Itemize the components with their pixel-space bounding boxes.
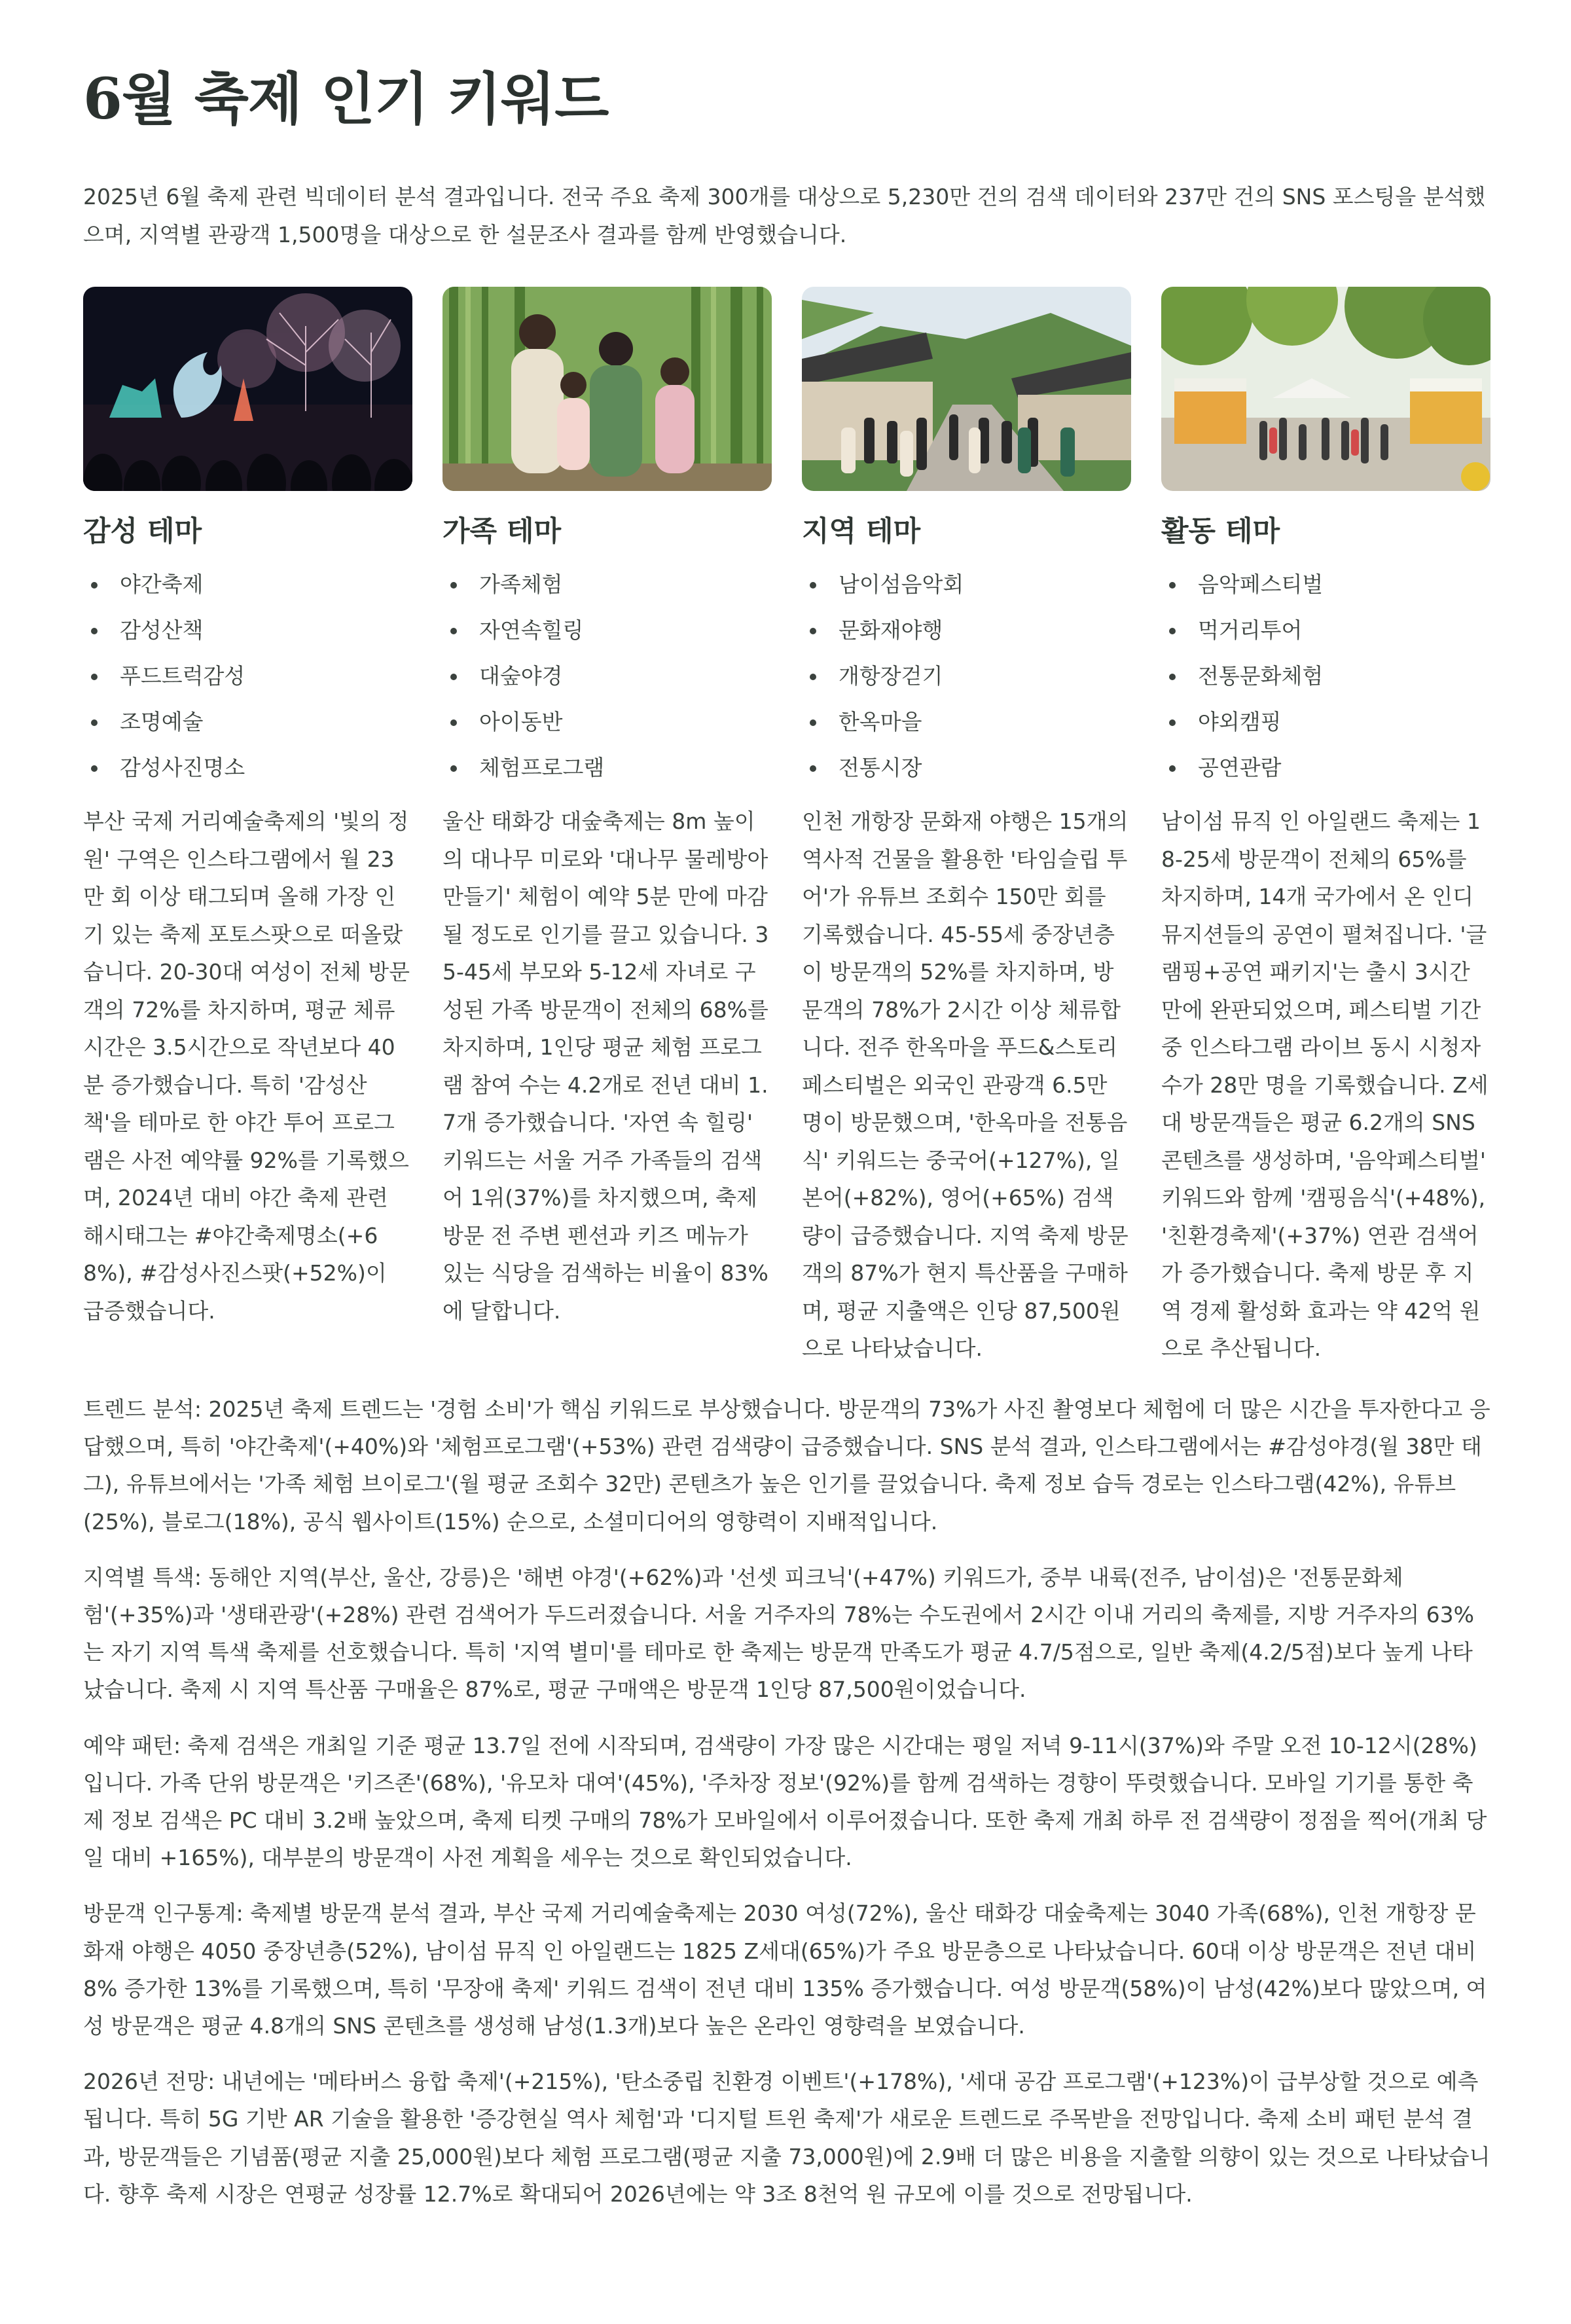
theme-column-emotional — [83, 287, 412, 1324]
keyword-item: 전통시장 — [802, 745, 1131, 791]
theme-column-family — [442, 287, 772, 1324]
column-body: 부산 국제 거리예술축제의 '빛의 정원' 구역은 인스타그램에서 월 23만 회 이상 태그되며 올해 가장 인기 있는 축제 포토스팟으로 떠올랐습니다. 20-30대 여성이 전체 방문객의 72%를 차지하며, 평균 체류 시간은 3.5시간으로 작년보다 40분 증가했습니다. 특히 '감성산책'을 테마로 한 야간 투어 프로그램은 사전 예약률 92%를 기록했으며, 2024년 대비 야간 축제 관련 해시태그는 #야간축제명소(+68%), #감성사진스팟(+52%)이 급증했습니다. — [83, 808, 410, 1324]
bamboo-family-photo — [442, 287, 772, 491]
demographics-paragraph: 방문객 인구통계: 축제별 방문객 분석 결과, 부산 국제 거리예술축제는 2030 여성(72%), 울산 태화강 대숲축제는 3040 가족(68%), 인천 개항장 문화재 야행은 4050 중장년층(52%), 남이섬 뮤직 인 아일랜드는 1825 Z세대(65%)가 주요 방문층으로 나타났습니다. 60대 이상 방문객은 전년 대비 8% 증가한 13%를 기록했으며, 특히 '무장애 축제' 키워드 검색이 전년 대비 135% 증가했습니다. 여성 방문객(58%)이 남성(42%)보다 많았으며, 여성 방문객은 평균 4.8개의 SNS 콘텐츠를 생성해 남성(1.3개)보다 높은 온라인 영향력을 보였습니다. — [83, 1900, 1487, 2039]
column-heading: 활동 테마 — [1161, 515, 1280, 548]
keyword-list — [442, 562, 772, 791]
trend-analysis-paragraph: 트렌드 분석: 2025년 축제 트렌드는 '경험 소비'가 핵심 키워드로 부상했습니다. 방문객의 73%가 사진 촬영보다 체험에 더 많은 시간을 투자한다고 응답했으며, 특히 '야간축제'(+40%)와 '체험프로그램'(+53%) 관련 검색량이 급증했습니다. SNS 분석 결과, 인스타그램에서는 #감성야경(월 38만 태그), 유튜브에서는 '가족 체험 브이로그'(월 평균 조회수 32만) 콘텐츠가 높은 인기를 끌었습니다. 축제 정보 습득 경로는 인스타그램(42%), 유튜브(25%), 블로그(18%), 공식 웹사이트(15%) 순으로, 소셜미디어의 영향력이 지배적입니다. — [83, 1396, 1490, 1534]
column-body: 남이섬 뮤직 인 아일랜드 축제는 18-25세 방문객이 전체의 65%를 차지하며, 14개 국가에서 온 인디 뮤지션들의 공연이 펼쳐집니다. '글램핑+공연 패키지'는 출시 3시간 만에 완판되었으며, 페스티벌 기간 중 인스타그램 라이브 동시 시청자수가 28만 명을 기록했습니다. Z세대 방문객들은 평균 6.2개의 SNS 콘텐츠를 생성하며, '음악페스티벌' 키워드와 함께 '캠핑음식'(+48%), '친환경축제'(+37%) 연관 검색어가 증가했습니다. 축제 방문 후 지역 경제 활성화 효과는 약 42억 원으로 추산됩니다. — [1161, 808, 1489, 1361]
keyword-item: 한옥마을 — [802, 699, 1131, 745]
column-heading: 지역 테마 — [802, 515, 921, 548]
regional-features-paragraph: 지역별 특색: 동해안 지역(부산, 울산, 강릉)은 '해변 야경'(+62%)과 '선셋 피크닉'(+47%) 키워드가, 중부 내륙(전주, 남이섬)은 '전통문화체험'(+35%)과 '생태관광'(+28%) 관련 검색어가 두드러졌습니다. 서울 거주자의 78%는 수도권에서 2시간 이내 거리의 축제를, 지방 거주자의 63%는 자기 지역 특색 축제를 선호했습니다. 특히 '지역 별미'를 테마로 한 축제는 방문객 만족도가 평균 4.7/5점으로, 일반 축제(4.2/5점)보다 높게 나타났습니다. 축제 시 지역 특산품 구매율은 87%로, 평균 구매액은 방문객 1인당 87,500원이었습니다. — [83, 1564, 1474, 1703]
keyword-item: 감성사진명소 — [83, 745, 412, 791]
hanok-street-photo — [802, 287, 1131, 491]
intro-paragraph: 2025년 6월 축제 관련 빅데이터 분석 결과입니다. 전국 주요 축제 300개를 대상으로 5,230만 건의 검색 데이터와 237만 건의 SNS 포스팅을 분석했으며, 지역별 관광객 1,500명을 대상으로 한 설문조사 결과를 함께 반영했습니다. — [83, 184, 1486, 247]
keyword-item: 먹거리투어 — [1161, 608, 1490, 653]
outlook-paragraph: 2026년 전망: 내년에는 '메타버스 융합 축제'(+215%), '탄소중립 친환경 이벤트'(+178%), '세대 공감 프로그램'(+123%)이 급부상할 것으로 예측됩니다. 특히 5G 기반 AR 기술을 활용한 '증강현실 역사 체험'과 '디지털 트윈 축제'가 새로운 트렌드로 주목받을 전망입니다. 축제 소비 패턴 분석 결과, 방문객들은 기념품(평균 지출 25,000원)보다 체험 프로그램(평균 지출 73,000원)에 2.9배 더 많은 비용을 지출할 의향이 있는 것으로 나타났습니다. 향후 축제 시장은 연평균 성장률 12.7%로 확대되어 2026년에는 약 3조 8천억 원 규모에 이를 것으로 전망됩니다. — [83, 2069, 1490, 2207]
keyword-item: 공연관람 — [1161, 745, 1490, 791]
night-festival-photo — [83, 287, 412, 491]
keyword-item: 조명예술 — [83, 699, 412, 745]
analysis-section — [83, 1390, 1490, 2231]
keyword-item: 남이섬음악회 — [802, 562, 1131, 608]
column-body: 울산 태화강 대숲축제는 8m 높이의 대나무 미로와 '대나무 물레방아 만들기' 체험이 예약 5분 만에 마감될 정도로 인기를 끌고 있습니다. 35-45세 부모와 5-12세 자녀로 구성된 가족 방문객이 전체의 68%를 차지하며, 1인당 평균 체험 프로그램 참여 수는 4.2개로 전년 대비 1.7개 증가했습니다. '자연 속 힐링' 키워드는 서울 거주 가족들의 검색어 1위(37%)를 차지했으며, 축제 방문 전 주변 펜션과 키즈 메뉴가 있는 식당을 검색하는 비율이 83%에 달합니다. — [442, 808, 769, 1324]
booking-pattern-paragraph: 예약 패턴: 축제 검색은 개최일 기준 평균 13.7일 전에 시작되며, 검색량이 가장 많은 시간대는 평일 저녁 9-11시(37%)와 주말 오전 10-12시(28%)입니다. 가족 단위 방문객은 '키즈존'(68%), '유모차 대여'(45%), '주차장 정보'(92%)를 함께 검색하는 경향이 뚜렷했습니다. 모바일 기기를 통한 축제 정보 검색은 PC 대비 3.2배 높았으며, 축제 티켓 구매의 78%가 모바일에서 이루어졌습니다. 또한 축제 개최 하루 전 검색량이 정점을 찍어(개최 당일 대비 +165%), 대부분의 방문객이 사전 계획을 세우는 것으로 확인되었습니다. — [83, 1732, 1487, 1871]
keyword-list — [1161, 562, 1490, 791]
keyword-item: 음악페스티벌 — [1161, 562, 1490, 608]
keyword-item: 푸드트럭감성 — [83, 653, 412, 699]
theme-column-activity — [1161, 287, 1490, 1361]
outdoor-festival-photo — [1161, 287, 1490, 491]
keyword-item: 야간축제 — [83, 562, 412, 608]
keyword-list — [802, 562, 1131, 791]
keyword-item: 감성산책 — [83, 608, 412, 653]
page-title: 6월 축제 인기 키워드 — [83, 66, 609, 132]
keyword-item: 문화재야행 — [802, 608, 1131, 653]
keyword-item: 대숲야경 — [442, 653, 772, 699]
column-body: 인천 개항장 문화재 야행은 15개의 역사적 건물을 활용한 '타임슬립 투어'가 유튜브 조회수 150만 회를 기록했습니다. 45-55세 중장년층이 방문객의 52%를 차지하며, 방문객의 78%가 2시간 이상 체류합니다. 전주 한옥마을 푸드&스토리 페스티벌은 외국인 관광객 6.5만 명이 방문했으며, '한옥마을 전통음식' 키워드는 중국어(+127%), 일본어(+82%), 영어(+65%) 검색량이 급증했습니다. 지역 축제 방문객의 87%가 현지 특산품을 구매하며, 평균 지출액은 인당 87,500원으로 나타났습니다. — [802, 808, 1129, 1361]
keyword-item: 자연속힐링 — [442, 608, 772, 653]
keyword-item: 아이동반 — [442, 699, 772, 745]
keyword-list — [83, 562, 412, 791]
keyword-item: 개항장걷기 — [802, 653, 1131, 699]
keyword-item: 가족체험 — [442, 562, 772, 608]
column-heading: 감성 테마 — [83, 515, 202, 548]
theme-column-regional — [802, 287, 1131, 1361]
keyword-item: 체험프로그램 — [442, 745, 772, 791]
keyword-item: 야외캠핑 — [1161, 699, 1490, 745]
column-heading: 가족 테마 — [442, 515, 562, 548]
keyword-item: 전통문화체험 — [1161, 653, 1490, 699]
